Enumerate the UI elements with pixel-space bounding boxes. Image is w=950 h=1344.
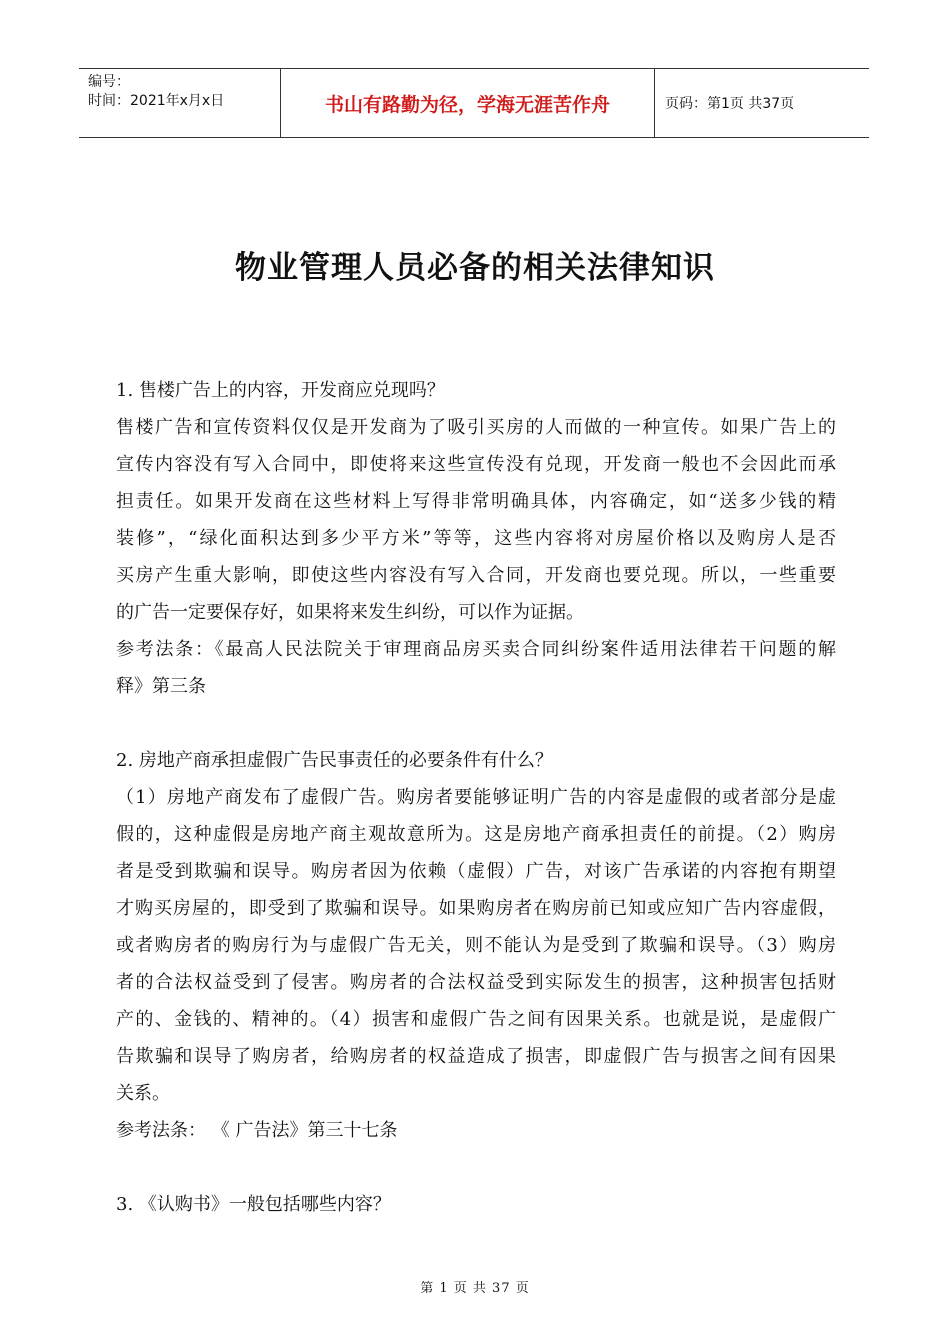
page-footer: 第 1 页 共 37 页 xyxy=(420,1281,530,1296)
body-line: 才购买房屋的，即受到了欺骗和误导。如果购房者在购房前已知或应知广告内容虚假， xyxy=(116,898,836,919)
body-line: 者是受到欺骗和误导。购房者因为依赖（虚假）广告，对该广告承诺的内容抱有期望 xyxy=(116,861,836,882)
body-line: （1）房地产商发布了虚假广告。购房者要能够证明广告的内容是虚假的或者部分是虚 xyxy=(116,787,836,808)
body-line: 宣传内容没有写入合同中，即使将来这些宣传没有兑现，开发商一般也不会因此而承 xyxy=(116,454,836,475)
body-line: 担责任。如果开发商在这些材料上写得非常明确具体，内容确定，如“送多少钱的精 xyxy=(116,491,836,512)
document-title: 物业管理人员必备的相关法律知识 xyxy=(235,250,715,286)
body-line: 关系。 xyxy=(116,1083,170,1104)
reference-line: 参考法条：《最高人民法院关于审理商品房买卖合同纠纷案件适用法律若干问题的解 xyxy=(116,639,836,660)
body-line: 假的，这种虚假是房地产商主观故意所为。这是房地产商承担责任的前提。（2）购房 xyxy=(116,824,836,845)
body-line: 产的、金钱的、精神的。（4）损害和虚假广告之间有因果关系。也就是说，是虚假广 xyxy=(116,1009,836,1030)
body-line: 装修”，“绿化面积达到多少平方米”等等，这些内容将对房屋价格以及购房人是否 xyxy=(116,528,836,549)
question-heading: 3. 《认购书》一般包括哪些内容？ xyxy=(116,1194,391,1215)
reference-line: 释》第三条 xyxy=(116,676,206,697)
body-line: 者的合法权益受到了侵害。购房者的合法权益受到实际发生的损害，这种损害包括财 xyxy=(116,972,836,993)
body-line: 告欺骗和误导了购房者，给购房者的权益造成了损害，即虚假广告与损害之间有因果 xyxy=(116,1046,836,1067)
body-line: 售楼广告和宣传资料仅仅是开发商为了吸引买房的人而做的一种宣传。如果广告上的 xyxy=(116,417,836,438)
question-heading: 1. 售楼广告上的内容，开发商应兑现吗？ xyxy=(116,380,445,401)
doc-time-label: 时间：2021年x月x日 xyxy=(88,93,225,109)
header-motto: 书山有路勤为径，学海无涯苦作舟 xyxy=(280,69,655,137)
doc-number-label: 编号： xyxy=(88,74,130,90)
header-meta xyxy=(79,69,280,137)
body-line: 或者购房者的购房行为与虚假广告无关，则不能认为是受到了欺骗和误导。（3）购房 xyxy=(116,935,836,956)
reference-line: 参考法条： 《 广告法》第三十七条 xyxy=(116,1120,398,1141)
header-page-info: 页码：第1页 共37页 xyxy=(665,96,795,112)
body-line: 的广告一定要保存好，如果将来发生纠纷，可以作为证据。 xyxy=(116,602,584,623)
question-heading: 2. 房地产商承担虚假广告民事责任的必要条件有什么？ xyxy=(116,750,553,771)
page-header xyxy=(79,68,869,138)
body-line: 买房产生重大影响，即使这些内容没有写入合同，开发商也要兑现。所以，一些重要 xyxy=(116,565,836,586)
